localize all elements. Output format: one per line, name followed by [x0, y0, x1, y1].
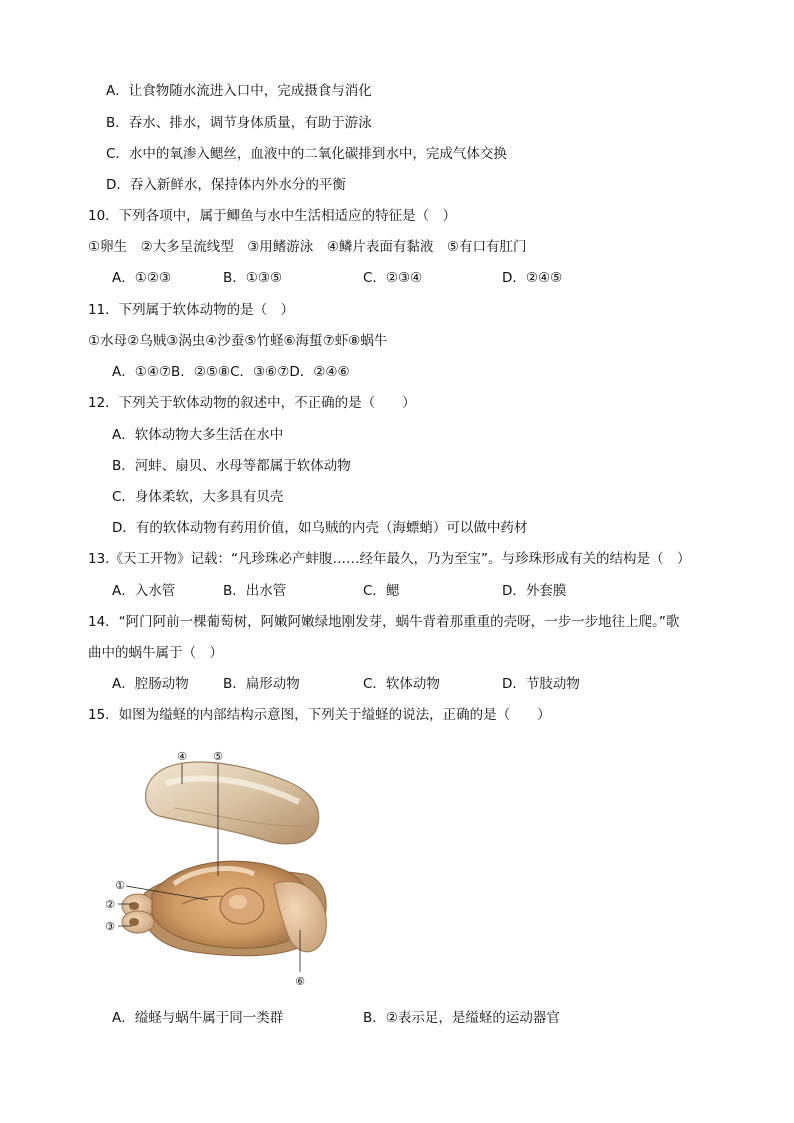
q11-options: A．①④⑦B．②⑤⑧C．③⑥⑦D．②④⑥ — [112, 364, 350, 380]
q14-option-c: C．软体动物 — [363, 676, 440, 692]
q10-option-a: A．①②③ — [112, 270, 172, 286]
q9-option-a: A．让食物随水流进入口中，完成摄食与消化 — [106, 83, 372, 99]
q15-option-a: A．缢蛏与蜗牛属于同一类群 — [112, 1010, 284, 1026]
figure-label-5: ⑤ — [213, 750, 223, 763]
q15-stem: 15．如图为缢蛏的内部结构示意图，下列关于缢蛏的说法，正确的是（ ） — [88, 707, 551, 723]
razor-clam-illustration — [104, 744, 344, 992]
q11-stem: 11．下列属于软体动物的是（ ） — [88, 302, 295, 318]
q9-option-b: B．吞水、排水，调节身体质量，有助于游泳 — [106, 115, 372, 131]
figure-label-1: ① — [115, 879, 125, 892]
q13-option-a: A．入水管 — [112, 583, 176, 599]
q13-option-b: B．出水管 — [223, 583, 287, 599]
q14-option-b: B．扁形动物 — [223, 676, 300, 692]
q13-stem: 13.《天工开物》记载：“凡珍珠必产蚌腹……经年最久，乃为至宝”。与珍珠形成有关的结构是（ ） — [88, 551, 691, 567]
q12-option-d: D．有的软体动物有药用价值，如乌贼的内壳（海螵蛸）可以做中药材 — [112, 520, 528, 536]
q14-stem-line2: 曲中的蜗牛属于（ ） — [88, 645, 223, 661]
q12-option-a: A．软体动物大多生活在水中 — [112, 427, 284, 443]
q12-stem: 12．下列关于软体动物的叙述中，不正确的是（ ） — [88, 395, 416, 411]
q10-option-b: B．①③⑤ — [223, 270, 283, 286]
q11-items: ①水母②乌贼③涡虫④沙蚕⑤竹蛏⑥海蜇⑦虾⑧蜗牛 — [88, 333, 388, 349]
q10-option-c: C．②③④ — [363, 270, 423, 286]
q14-stem-line1: 14．“阿门阿前一棵葡萄树，阿嫩阿嫩绿地刚发芽，蜗牛背着那重重的壳呀，一步一步地往上爬。”歌 — [88, 614, 680, 630]
figure-label-4: ④ — [177, 750, 187, 763]
q15-option-b: B．②表示足，是缢蛏的运动器官 — [363, 1010, 560, 1026]
figure-label-3: ③ — [105, 920, 115, 933]
q14-option-d: D．节肢动物 — [502, 676, 580, 692]
q12-option-b: B．河蚌、扇贝、水母等都属于软体动物 — [112, 458, 351, 474]
q10-option-d: D．②④⑤ — [502, 270, 563, 286]
q10-items: ①卵生 ②大多呈流线型 ③用鳍游泳 ④鳞片表面有黏液 ⑤有口有肛门 — [88, 239, 527, 255]
q9-option-d: D．吞入新鲜水，保持体内外水分的平衡 — [106, 177, 346, 193]
q9-option-c: C．水中的氧渗入鳃丝，血液中的二氧化碳排到水中，完成气体交换 — [106, 146, 507, 162]
q13-option-d: D．外套膜 — [502, 583, 567, 599]
razor-clam-figure — [104, 744, 344, 992]
q12-option-c: C．身体柔软，大多具有贝壳 — [112, 489, 284, 505]
q14-option-a: A．腔肠动物 — [112, 676, 189, 692]
q10-stem: 10．下列各项中，属于鲫鱼与水中生活相适应的特征是（ ） — [88, 208, 457, 224]
figure-label-6: ⑥ — [295, 975, 305, 988]
figure-label-2: ② — [105, 898, 115, 911]
q13-option-c: C．鳃 — [363, 583, 400, 599]
